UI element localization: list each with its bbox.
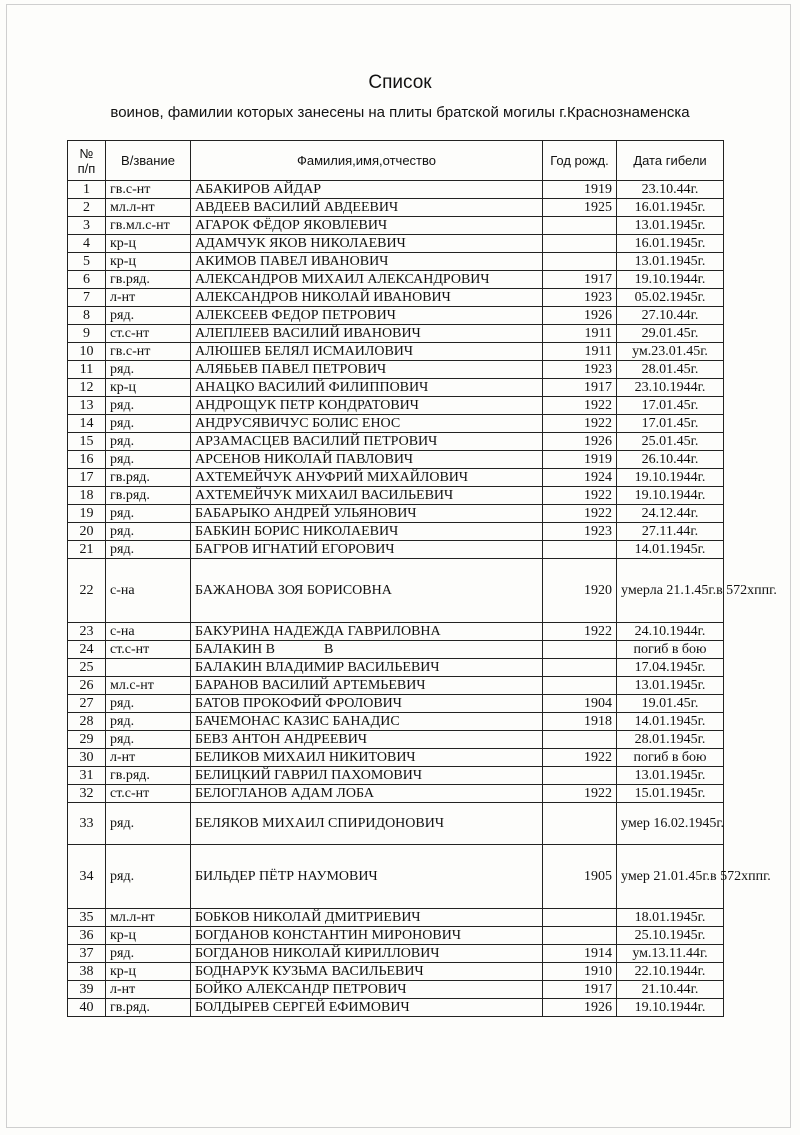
row-full-name: БОДНАРУК КУЗЬМА ВАСИЛЬЕВИЧ — [191, 963, 543, 981]
row-death-date: 19.01.45г. — [617, 695, 724, 713]
row-death-date: 14.01.1945г. — [617, 713, 724, 731]
row-number: 5 — [68, 253, 106, 271]
table-row — [68, 695, 724, 713]
table-row — [68, 731, 724, 749]
row-birth-year: 1919 — [543, 451, 617, 469]
row-full-name: БАЖАНОВА ЗОЯ БОРИСОВНА — [191, 559, 543, 623]
table-row — [68, 217, 724, 235]
row-rank: гв.ряд. — [106, 487, 191, 505]
row-full-name: АХТЕМЕЙЧУК МИХАИЛ ВАСИЛЬЕВИЧ — [191, 487, 543, 505]
row-death-date: 21.10.44г. — [617, 981, 724, 999]
row-full-name: АРЗАМАСЦЕВ ВАСИЛИЙ ПЕТРОВИЧ — [191, 433, 543, 451]
table-row — [68, 181, 724, 199]
row-birth-year: 1926 — [543, 999, 617, 1017]
table-row — [68, 803, 724, 845]
row-death-date: 25.10.1945г. — [617, 927, 724, 945]
row-birth-year: 1917 — [543, 271, 617, 289]
row-death-date: умер 16.02.1945г. — [617, 803, 724, 845]
row-birth-year: 1922 — [543, 415, 617, 433]
row-death-date: 19.10.1944г. — [617, 487, 724, 505]
row-rank: ряд. — [106, 415, 191, 433]
header-name: Фамилия,имя,отчество — [191, 141, 543, 181]
row-birth-year: 1910 — [543, 963, 617, 981]
row-rank: л-нт — [106, 981, 191, 999]
row-death-date: 16.01.1945г. — [617, 199, 724, 217]
table-row — [68, 433, 724, 451]
row-rank: кр-ц — [106, 963, 191, 981]
row-number: 13 — [68, 397, 106, 415]
table-row — [68, 623, 724, 641]
row-number: 36 — [68, 927, 106, 945]
row-full-name: АЛЕПЛЕЕВ ВАСИЛИЙ ИВАНОВИЧ — [191, 325, 543, 343]
row-death-date: умерла 21.1.45г.в 572хппг. — [617, 559, 724, 623]
row-full-name: БЕВЗ АНТОН АНДРЕЕВИЧ — [191, 731, 543, 749]
row-birth-year — [543, 803, 617, 845]
row-number: 16 — [68, 451, 106, 469]
row-rank: ряд. — [106, 695, 191, 713]
row-rank: ст.с-нт — [106, 785, 191, 803]
row-rank: кр-ц — [106, 235, 191, 253]
row-rank — [106, 659, 191, 677]
table-row — [68, 981, 724, 999]
table-row — [68, 927, 724, 945]
row-number: 19 — [68, 505, 106, 523]
row-death-date: 18.01.1945г. — [617, 909, 724, 927]
row-number: 7 — [68, 289, 106, 307]
table-row — [68, 641, 724, 659]
row-rank: л-нт — [106, 289, 191, 307]
row-number: 27 — [68, 695, 106, 713]
table-row — [68, 253, 724, 271]
row-birth-year: 1923 — [543, 361, 617, 379]
table-row — [68, 559, 724, 623]
row-rank: ряд. — [106, 361, 191, 379]
table-row — [68, 271, 724, 289]
row-rank: гв.ряд. — [106, 999, 191, 1017]
row-birth-year — [543, 659, 617, 677]
row-full-name: БАГРОВ ИГНАТИЙ ЕГОРОВИЧ — [191, 541, 543, 559]
header-number — [68, 141, 106, 181]
table-row — [68, 307, 724, 325]
row-death-date: 22.10.1944г. — [617, 963, 724, 981]
row-rank: ряд. — [106, 307, 191, 325]
row-birth-year: 1917 — [543, 981, 617, 999]
row-birth-year: 1922 — [543, 623, 617, 641]
row-rank: кр-ц — [106, 379, 191, 397]
row-rank: гв.с-нт — [106, 181, 191, 199]
row-rank: ряд. — [106, 451, 191, 469]
header-number-pp: п/п — [77, 160, 96, 176]
row-death-date: погиб в бою — [617, 749, 724, 767]
row-death-date: 13.01.1945г. — [617, 253, 724, 271]
row-death-date: 05.02.1945г. — [617, 289, 724, 307]
row-number: 28 — [68, 713, 106, 731]
row-full-name: БИЛЬДЕР ПЁТР НАУМОВИЧ — [191, 845, 543, 909]
table-row — [68, 541, 724, 559]
row-full-name: АВДЕЕВ ВАСИЛИЙ АВДЕЕВИЧ — [191, 199, 543, 217]
row-full-name: АЛЕКСЕЕВ ФЕДОР ПЕТРОВИЧ — [191, 307, 543, 325]
row-number: 30 — [68, 749, 106, 767]
row-birth-year: 1925 — [543, 199, 617, 217]
table-row — [68, 659, 724, 677]
row-birth-year: 1922 — [543, 397, 617, 415]
row-rank: гв.ряд. — [106, 271, 191, 289]
table-row — [68, 945, 724, 963]
row-death-date: 13.01.1945г. — [617, 217, 724, 235]
row-number: 26 — [68, 677, 106, 695]
row-number: 2 — [68, 199, 106, 217]
row-birth-year — [543, 677, 617, 695]
row-death-date: умер 21.01.45г.в 572хппг. — [617, 845, 724, 909]
row-number: 21 — [68, 541, 106, 559]
header-number-symbol: № — [79, 145, 94, 161]
table-row — [68, 361, 724, 379]
row-full-name: БЕЛИЦКИЙ ГАВРИЛ ПАХОМОВИЧ — [191, 767, 543, 785]
row-death-date: 17.01.45г. — [617, 415, 724, 433]
row-full-name: АНДРОЩУК ПЕТР КОНДРАТОВИЧ — [191, 397, 543, 415]
row-death-date: 23.10.1944г. — [617, 379, 724, 397]
row-birth-year: 1923 — [543, 289, 617, 307]
row-number: 6 — [68, 271, 106, 289]
row-birth-year: 1904 — [543, 695, 617, 713]
row-birth-year: 1926 — [543, 307, 617, 325]
table-row — [68, 235, 724, 253]
row-birth-year — [543, 731, 617, 749]
row-rank: гв.ряд. — [106, 767, 191, 785]
table-row — [68, 451, 724, 469]
row-number: 15 — [68, 433, 106, 451]
table-row — [68, 523, 724, 541]
row-number: 33 — [68, 803, 106, 845]
document-title: Список — [368, 72, 432, 93]
row-birth-year — [543, 541, 617, 559]
document-subtitle: воинов, фамилии которых занесены на плиты братской могилы г.Краснознаменска — [110, 104, 690, 121]
row-number: 9 — [68, 325, 106, 343]
row-number: 12 — [68, 379, 106, 397]
row-number: 1 — [68, 181, 106, 199]
row-death-date: 14.01.1945г. — [617, 541, 724, 559]
soldiers-table — [67, 140, 777, 1017]
row-full-name: БОЙКО АЛЕКСАНДР ПЕТРОВИЧ — [191, 981, 543, 999]
table-row — [68, 469, 724, 487]
table-row — [68, 749, 724, 767]
row-full-name: АЛЕКСАНДРОВ МИХАИЛ АЛЕКСАНДРОВИЧ — [191, 271, 543, 289]
row-rank: ряд. — [106, 803, 191, 845]
row-birth-year: 1918 — [543, 713, 617, 731]
table-body — [68, 181, 777, 1017]
row-full-name: АЛЯБЬЕВ ПАВЕЛ ПЕТРОВИЧ — [191, 361, 543, 379]
row-full-name: БАЛАКИН В В — [191, 641, 543, 659]
row-death-date: 15.01.1945г. — [617, 785, 724, 803]
table-row — [68, 677, 724, 695]
row-death-date: 29.01.45г. — [617, 325, 724, 343]
row-death-date: ум.23.01.45г. — [617, 343, 724, 361]
row-death-date: погиб в бою — [617, 641, 724, 659]
table-row — [68, 415, 724, 433]
row-death-date: 13.01.1945г. — [617, 677, 724, 695]
row-birth-year: 1917 — [543, 379, 617, 397]
table-row — [68, 963, 724, 981]
row-rank: ряд. — [106, 731, 191, 749]
row-number: 18 — [68, 487, 106, 505]
row-number: 37 — [68, 945, 106, 963]
row-full-name: БОГДАНОВ КОНСТАНТИН МИРОНОВИЧ — [191, 927, 543, 945]
row-number: 35 — [68, 909, 106, 927]
row-death-date: 26.10.44г. — [617, 451, 724, 469]
table-row — [68, 845, 724, 909]
row-full-name: БЕЛОГЛАНОВ АДАМ ЛОБА — [191, 785, 543, 803]
row-full-name: БАБАРЫКО АНДРЕЙ УЛЬЯНОВИЧ — [191, 505, 543, 523]
row-number: 32 — [68, 785, 106, 803]
row-number: 40 — [68, 999, 106, 1017]
row-rank: ст.с-нт — [106, 325, 191, 343]
row-number: 20 — [68, 523, 106, 541]
row-rank: л-нт — [106, 749, 191, 767]
row-death-date: 17.04.1945г. — [617, 659, 724, 677]
row-rank: гв.с-нт — [106, 343, 191, 361]
row-full-name: АНДРУСЯВИЧУС БОЛИС ЕНОС — [191, 415, 543, 433]
row-rank: ст.с-нт — [106, 641, 191, 659]
row-death-date: 28.01.45г. — [617, 361, 724, 379]
row-birth-year — [543, 253, 617, 271]
row-birth-year: 1926 — [543, 433, 617, 451]
row-full-name: АКИМОВ ПАВЕЛ ИВАНОВИЧ — [191, 253, 543, 271]
row-death-date: 28.01.1945г. — [617, 731, 724, 749]
row-full-name: БЕЛИКОВ МИХАИЛ НИКИТОВИЧ — [191, 749, 543, 767]
row-rank: мл.л-нт — [106, 199, 191, 217]
row-birth-year: 1911 — [543, 343, 617, 361]
row-birth-year — [543, 909, 617, 927]
row-number: 24 — [68, 641, 106, 659]
row-death-date: 23.10.44г. — [617, 181, 724, 199]
row-rank: кр-ц — [106, 253, 191, 271]
row-birth-year: 1922 — [543, 785, 617, 803]
row-birth-year — [543, 641, 617, 659]
table-row — [68, 199, 724, 217]
row-rank: ряд. — [106, 433, 191, 451]
row-rank: кр-ц — [106, 927, 191, 945]
row-birth-year: 1911 — [543, 325, 617, 343]
row-number: 38 — [68, 963, 106, 981]
row-rank: с-на — [106, 559, 191, 623]
row-birth-year: 1922 — [543, 749, 617, 767]
row-full-name: БЕЛЯКОВ МИХАИЛ СПИРИДОНОВИЧ — [191, 803, 543, 845]
row-death-date: ум.13.11.44г. — [617, 945, 724, 963]
row-birth-year — [543, 235, 617, 253]
header-death-date: Дата гибели — [617, 141, 724, 181]
row-number: 14 — [68, 415, 106, 433]
row-number: 4 — [68, 235, 106, 253]
row-full-name: БАБКИН БОРИС НИКОЛАЕВИЧ — [191, 523, 543, 541]
row-full-name: БОЛДЫРЕВ СЕРГЕЙ ЕФИМОВИЧ — [191, 999, 543, 1017]
row-number: 34 — [68, 845, 106, 909]
row-death-date: 19.10.1944г. — [617, 999, 724, 1017]
row-rank: гв.ряд. — [106, 469, 191, 487]
row-death-date: 16.01.1945г. — [617, 235, 724, 253]
row-full-name: АЛЮШЕВ БЕЛЯЛ ИСМАИЛОВИЧ — [191, 343, 543, 361]
row-birth-year: 1922 — [543, 505, 617, 523]
row-full-name: БАЛАКИН ВЛАДИМИР ВАСИЛЬЕВИЧ — [191, 659, 543, 677]
table-row — [68, 909, 724, 927]
table-row — [68, 379, 724, 397]
row-death-date: 17.01.45г. — [617, 397, 724, 415]
row-birth-year: 1905 — [543, 845, 617, 909]
table-row — [68, 343, 724, 361]
row-birth-year: 1922 — [543, 487, 617, 505]
row-rank: ряд. — [106, 541, 191, 559]
row-full-name: БАКУРИНА НАДЕЖДА ГАВРИЛОВНА — [191, 623, 543, 641]
row-full-name: АХТЕМЕЙЧУК АНУФРИЙ МИХАЙЛОВИЧ — [191, 469, 543, 487]
row-rank: ряд. — [106, 397, 191, 415]
table-row — [68, 505, 724, 523]
row-full-name: АНАЦКО ВАСИЛИЙ ФИЛИППОВИЧ — [191, 379, 543, 397]
row-death-date: 19.10.1944г. — [617, 469, 724, 487]
row-rank: ряд. — [106, 523, 191, 541]
header-birth-year: Год рожд. — [543, 141, 617, 181]
row-full-name: АБАКИРОВ АЙДАР — [191, 181, 543, 199]
row-rank: ряд. — [106, 505, 191, 523]
row-death-date: 13.01.1945г. — [617, 767, 724, 785]
row-number: 22 — [68, 559, 106, 623]
row-death-date: 27.10.44г. — [617, 307, 724, 325]
row-death-date: 24.10.1944г. — [617, 623, 724, 641]
table-row — [68, 999, 724, 1017]
row-number: 31 — [68, 767, 106, 785]
row-number: 3 — [68, 217, 106, 235]
row-death-date: 24.12.44г. — [617, 505, 724, 523]
row-birth-year — [543, 927, 617, 945]
row-full-name: БОБКОВ НИКОЛАЙ ДМИТРИЕВИЧ — [191, 909, 543, 927]
row-rank: с-на — [106, 623, 191, 641]
row-number: 29 — [68, 731, 106, 749]
row-full-name: АГАРОК ФЁДОР ЯКОВЛЕВИЧ — [191, 217, 543, 235]
table-row — [68, 325, 724, 343]
row-number: 39 — [68, 981, 106, 999]
row-birth-year: 1923 — [543, 523, 617, 541]
row-death-date: 19.10.1944г. — [617, 271, 724, 289]
row-birth-year: 1914 — [543, 945, 617, 963]
row-number: 10 — [68, 343, 106, 361]
row-birth-year: 1919 — [543, 181, 617, 199]
table-row — [68, 397, 724, 415]
row-rank: гв.мл.с-нт — [106, 217, 191, 235]
row-number: 25 — [68, 659, 106, 677]
header-rank: В/звание — [106, 141, 191, 181]
row-full-name: АРСЕНОВ НИКОЛАЙ ПАВЛОВИЧ — [191, 451, 543, 469]
row-full-name: АДАМЧУК ЯКОВ НИКОЛАЕВИЧ — [191, 235, 543, 253]
table-row — [68, 785, 724, 803]
row-death-date: 25.01.45г. — [617, 433, 724, 451]
row-full-name: БОГДАНОВ НИКОЛАЙ КИРИЛЛОВИЧ — [191, 945, 543, 963]
row-birth-year — [543, 217, 617, 235]
row-full-name: БАРАНОВ ВАСИЛИЙ АРТЕМЬЕВИЧ — [191, 677, 543, 695]
row-rank: ряд. — [106, 713, 191, 731]
table-row — [68, 487, 724, 505]
row-number: 11 — [68, 361, 106, 379]
table-row — [68, 713, 724, 731]
row-rank: ряд. — [106, 845, 191, 909]
row-number: 23 — [68, 623, 106, 641]
table-row — [68, 767, 724, 785]
row-rank: мл.с-нт — [106, 677, 191, 695]
row-number: 17 — [68, 469, 106, 487]
row-rank: мл.л-нт — [106, 909, 191, 927]
row-full-name: БАЧЕМОНАС КАЗИС БАНАДИС — [191, 713, 543, 731]
row-birth-year: 1920 — [543, 559, 617, 623]
row-birth-year: 1924 — [543, 469, 617, 487]
row-death-date: 27.11.44г. — [617, 523, 724, 541]
row-birth-year — [543, 767, 617, 785]
row-full-name: БАТОВ ПРОКОФИЙ ФРОЛОВИЧ — [191, 695, 543, 713]
row-rank: ряд. — [106, 945, 191, 963]
table-row — [68, 289, 724, 307]
row-number: 8 — [68, 307, 106, 325]
table-header-row — [68, 141, 724, 181]
row-full-name: АЛЕКСАНДРОВ НИКОЛАЙ ИВАНОВИЧ — [191, 289, 543, 307]
